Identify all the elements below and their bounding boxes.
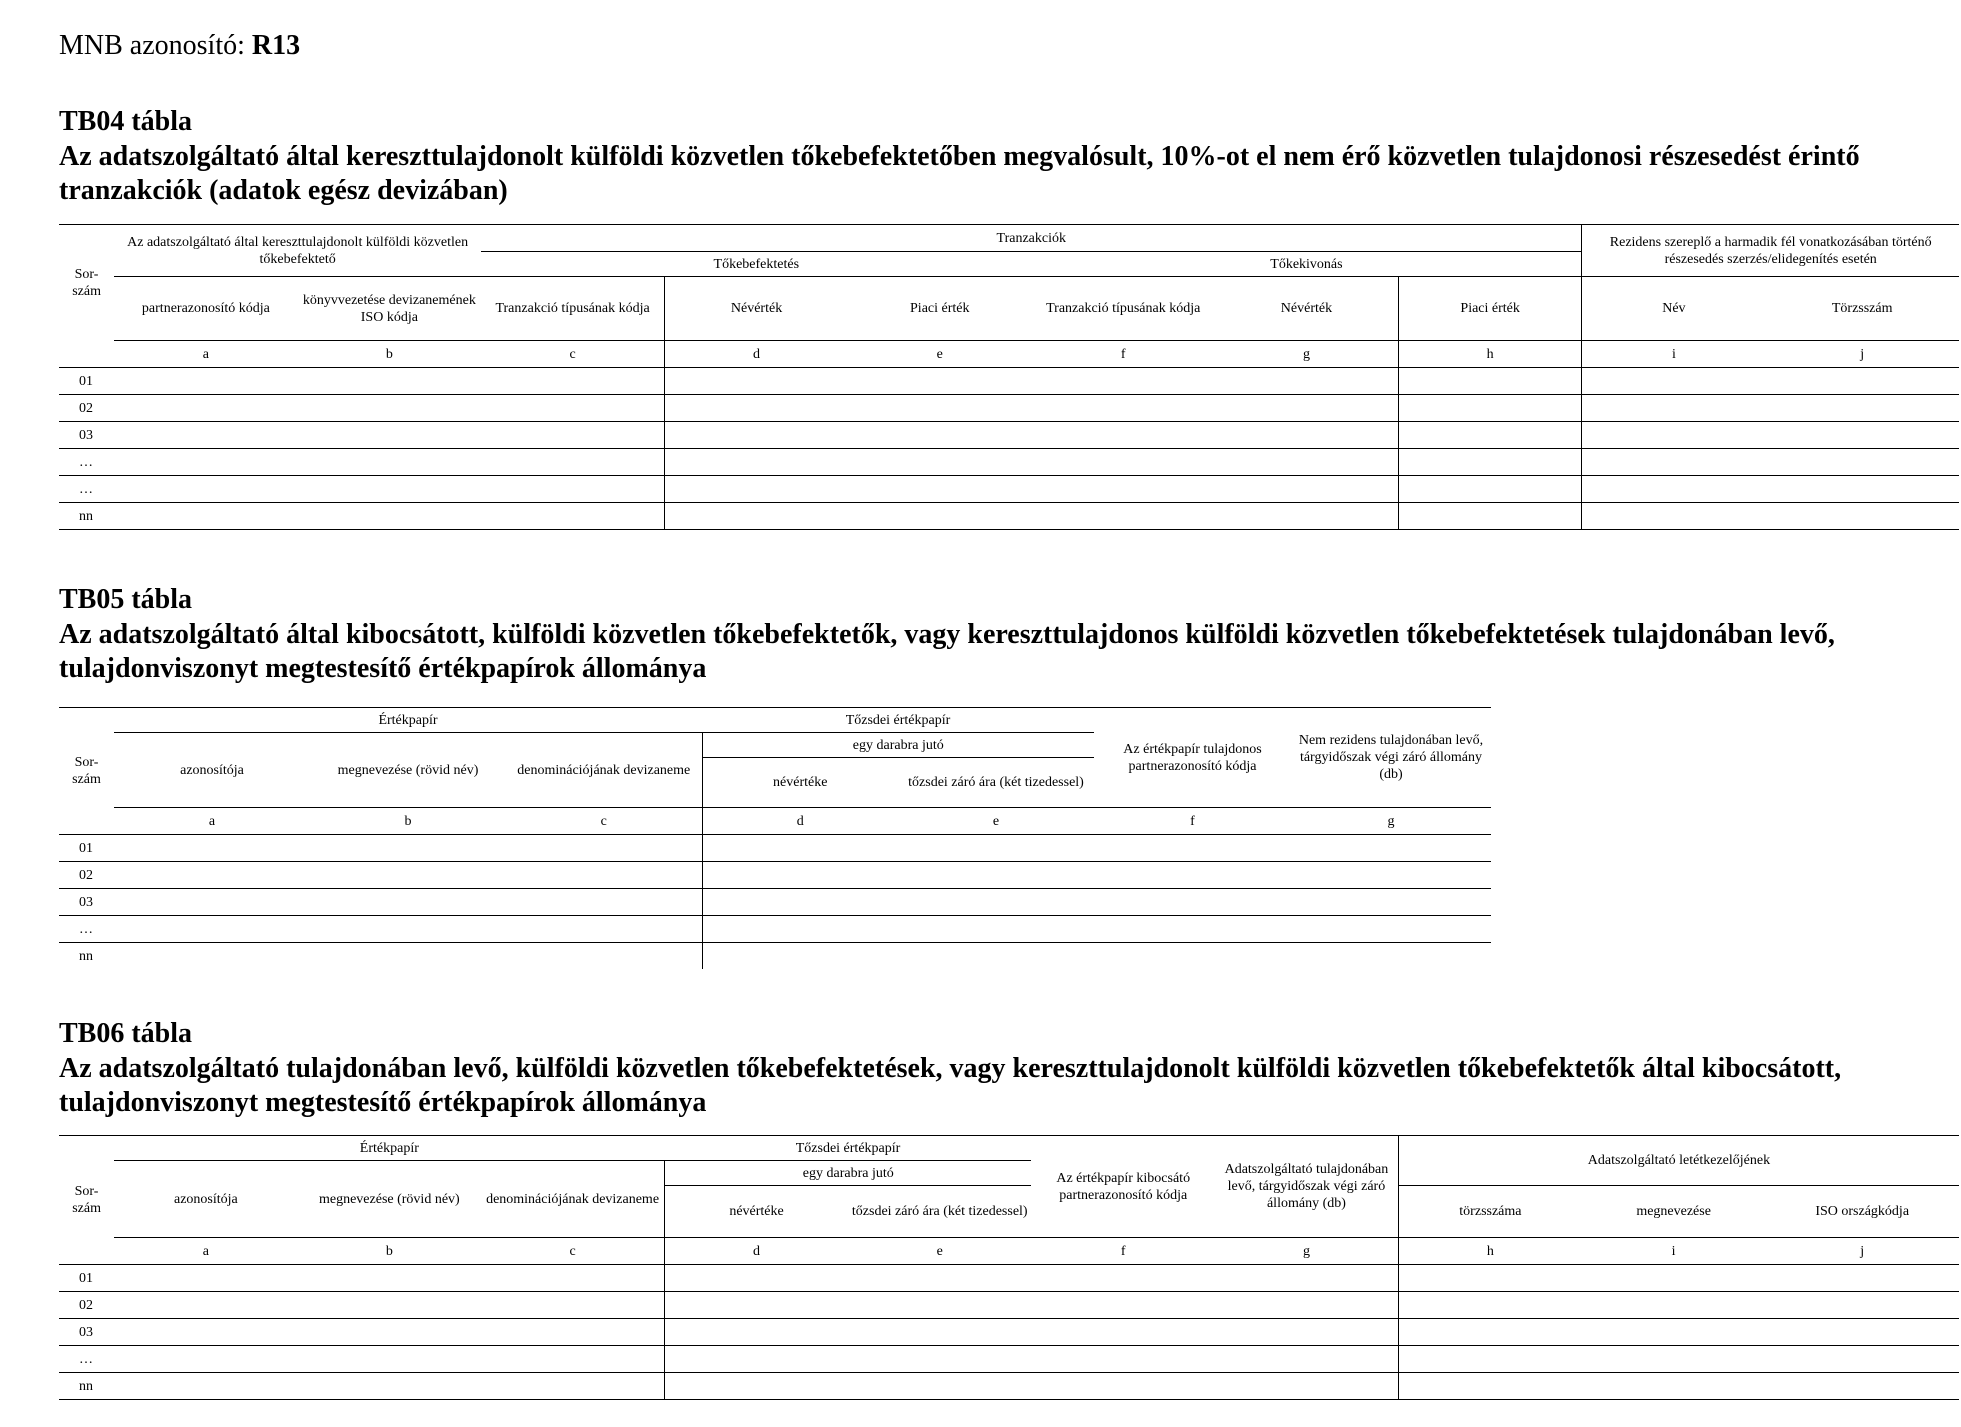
tb04-cell[interactable] [298,422,481,449]
tb05-row-number: 03 [59,889,114,916]
tb04-cell[interactable] [848,395,1031,422]
tb06-sorszam-header: Sor-szám [59,1136,114,1265]
tb04-letter: b [298,341,481,368]
tb06-group-tozsdei: Tőzsdei értékpapír [665,1136,1032,1161]
tb04-letter: c [481,341,664,368]
tb04-cell[interactable] [298,368,481,395]
tb05-cell[interactable] [506,943,702,970]
tb04-cell[interactable] [114,449,297,476]
tb04-cell[interactable] [1765,476,1959,503]
tb04-cell[interactable] [665,476,848,503]
tb05-cell[interactable] [310,889,506,916]
tb06-col-d: névértéke [665,1186,848,1238]
tb04-cell[interactable] [848,449,1031,476]
tb04-cell[interactable] [481,449,664,476]
tb04-cell[interactable] [1582,368,1765,395]
tb05-cell[interactable] [310,916,506,943]
tb05-cell[interactable] [702,889,898,916]
tb04-sub-tokebef: Tőkebefektetés [481,252,1031,277]
tb04-letter: f [1032,341,1215,368]
tb06-letter: f [1031,1238,1214,1265]
tb04-group-left: Az adatszolgáltató által kereszttulajdonolt külföldi közvetlen tőkebefektető [114,225,481,277]
tb05-cell[interactable] [310,862,506,889]
tb06-row-number: 02 [59,1292,114,1319]
tb05-cell[interactable] [310,835,506,862]
tb04-cell[interactable] [481,476,664,503]
tb06-table [59,1135,1959,1400]
tb06-cell[interactable] [481,1373,664,1400]
tb04-cell[interactable] [848,422,1031,449]
tb06-row-number: 03 [59,1319,114,1346]
tb05-letter: b [310,808,506,835]
tb04-col-c: Tranzakció típusának kódja [481,277,664,341]
tb05-col-f: Az értékpapír tulajdonos partnerazonosító kódja [1094,708,1291,808]
tb04-cell[interactable] [665,422,848,449]
tb04-letter: e [848,341,1031,368]
tb05-cell[interactable] [702,862,898,889]
tb05-cell[interactable] [506,916,702,943]
tb04-row-number: … [59,476,114,503]
tb06-cell[interactable] [848,1265,1031,1292]
tb05-row-number: nn [59,943,114,970]
tb05-cell[interactable] [1094,889,1291,916]
tb04-cell[interactable] [1582,422,1765,449]
tb05-cell[interactable] [114,862,310,889]
tb04-cell[interactable] [114,395,297,422]
tb04-cell[interactable] [665,368,848,395]
tb04-table [59,224,1959,530]
tb04-cell[interactable] [1215,395,1398,422]
tb04-description: Az adatszolgáltató által kereszttulajdonolt külföldi közvetlen tőkebefektetőben megvalósult, 10%-ot el nem érő közvetlen tulajdonosi részesedést érintő tranzakciók (adatok egész devizában) [59,141,1860,206]
tb06-cell[interactable] [665,1292,848,1319]
tb04-cell[interactable] [1765,395,1959,422]
tb04-cell[interactable] [1765,503,1959,530]
tb04-letter: j [1765,341,1959,368]
tb04-cell[interactable] [1032,422,1215,449]
tb04-row-number: 02 [59,395,114,422]
tb04-letter: g [1215,341,1398,368]
tb06-cell[interactable] [481,1292,664,1319]
tb06-cell[interactable] [114,1346,297,1373]
tb05-cell[interactable] [1094,862,1291,889]
tb04-cell[interactable] [298,449,481,476]
tb04-cell[interactable] [481,503,664,530]
tb05-cell[interactable] [1291,889,1491,916]
tb06-cell[interactable] [1765,1346,1959,1373]
tb04-cell[interactable] [298,503,481,530]
tb05-cell[interactable] [898,862,1094,889]
tb04-cell[interactable] [665,449,848,476]
tb06-group-letet: Adatszolgáltató letétkezelőjének [1398,1136,1959,1186]
tb06-col-i: megnevezése [1582,1186,1765,1238]
tb06-cell[interactable] [1398,1265,1581,1292]
tb05-col-a: azonosítója [114,733,310,808]
tb04-letter-blank [59,341,114,368]
tb05-cell[interactable] [702,916,898,943]
tb06-cell[interactable] [1031,1346,1214,1373]
tb06-cell[interactable] [1765,1292,1959,1319]
tb06-cell[interactable] [1582,1265,1765,1292]
tb04-name: TB04 tábla [59,106,193,137]
tb04-cell[interactable] [1215,422,1398,449]
tb06-cell[interactable] [1765,1373,1959,1400]
tb05-cell[interactable] [702,835,898,862]
tb05-letter: a [114,808,310,835]
tb06-sub-egy-darabra: egy darabra jutó [665,1161,1032,1186]
tb05-cell[interactable] [506,862,702,889]
tb06-cell[interactable] [298,1265,481,1292]
tb04-cell[interactable] [1765,368,1959,395]
tb05-col-c: denominációjának devizaneme [506,733,702,808]
tb04-cell[interactable] [1398,395,1581,422]
tb05-sub-egy-darabra: egy darabra jutó [702,733,1094,758]
tb06-col-c: denominációjának devizaneme [481,1161,664,1238]
tb04-cell[interactable] [298,395,481,422]
tb06-cell[interactable] [481,1265,664,1292]
tb05-cell[interactable] [310,943,506,970]
tb05-description: Az adatszolgáltató által kibocsátott, külföldi közvetlen tőkebefektetők, vagy kereszttulajdonos külföldi közvetlen tőkebefektetések tulajdonában levő, tulajdonviszonyt megtestesítő értékpapírok állománya [59,619,1835,684]
tb05-cell[interactable] [114,889,310,916]
tb04-col-j: Törzsszám [1765,277,1959,341]
tb05-letter: g [1291,808,1491,835]
tb04-col-f: Tranzakció típusának kódja [1032,277,1215,341]
tb04-cell[interactable] [114,476,297,503]
tb04-title-block [59,104,1959,208]
tb06-cell[interactable] [1215,1346,1398,1373]
tb06-cell[interactable] [298,1373,481,1400]
tb05-letter: d [702,808,898,835]
tb04-letter: i [1582,341,1765,368]
tb06-cell[interactable] [114,1373,297,1400]
tb06-description: Az adatszolgáltató tulajdonában levő, külföldi közvetlen tőkebefektetések, vagy kereszttulajdonolt külföldi közvetlen tőkebefektetők által kibocsátott, tulajdonviszonyt megtestesítő értékpapírok állománya [59,1053,1842,1118]
tb05-cell[interactable] [1094,943,1291,970]
tb04-letter: d [665,341,848,368]
tb04-cell[interactable] [114,368,297,395]
tb06-cell[interactable] [1031,1265,1214,1292]
tb04-cell[interactable] [1398,368,1581,395]
tb04-cell[interactable] [481,422,664,449]
tb04-cell[interactable] [848,503,1031,530]
tb06-title-block [59,1016,1959,1120]
tb04-cell[interactable] [1032,476,1215,503]
tb06-cell[interactable] [1582,1292,1765,1319]
tb06-letter: i [1582,1238,1765,1265]
tb05-table [59,707,1491,969]
tb06-cell[interactable] [1398,1319,1581,1346]
mnb-identifier [59,30,300,62]
tb04-cell[interactable] [1215,368,1398,395]
tb04-row-number: nn [59,503,114,530]
tb04-cell[interactable] [848,368,1031,395]
tb05-cell[interactable] [898,835,1094,862]
tb06-letter: b [298,1238,481,1265]
tb04-cell[interactable] [481,395,664,422]
tb04-col-d: Névérték [665,277,848,341]
tb04-cell[interactable] [1398,422,1581,449]
tb05-letter: c [506,808,702,835]
tb06-cell[interactable] [848,1292,1031,1319]
tb06-cell[interactable] [298,1292,481,1319]
tb05-cell[interactable] [1291,862,1491,889]
mnb-code: R13 [251,30,301,61]
tb06-row-number: nn [59,1373,114,1400]
tb06-letter: j [1765,1238,1959,1265]
tb06-cell[interactable] [1031,1373,1214,1400]
tb05-cell[interactable] [1094,916,1291,943]
tb05-col-d: névértéke [702,758,898,808]
tb06-cell[interactable] [481,1319,664,1346]
tb04-cell[interactable] [1398,503,1581,530]
tb06-letter: h [1398,1238,1581,1265]
tb06-cell[interactable] [1215,1373,1398,1400]
tb04-cell[interactable] [114,503,297,530]
tb06-letter: d [665,1238,848,1265]
tb04-cell[interactable] [1215,503,1398,530]
tb06-cell[interactable] [665,1319,848,1346]
tb06-cell[interactable] [114,1292,297,1319]
tb05-cell[interactable] [898,889,1094,916]
tb05-cell[interactable] [898,916,1094,943]
tb06-cell[interactable] [1031,1319,1214,1346]
tb06-row-number: … [59,1346,114,1373]
tb04-cell[interactable] [1032,368,1215,395]
tb05-title-block [59,582,1959,686]
tb05-cell[interactable] [114,943,310,970]
tb06-cell[interactable] [298,1319,481,1346]
tb04-col-e: Piaci érték [848,277,1031,341]
tb06-cell[interactable] [1398,1346,1581,1373]
tb05-cell[interactable] [1291,835,1491,862]
tb04-group-tranzakciok: Tranzakciók [481,225,1582,252]
tb04-col-i: Név [1582,277,1765,341]
tb06-cell[interactable] [1215,1265,1398,1292]
tb05-group-tozsdei: Tőzsdei értékpapír [702,708,1094,733]
tb04-col-g: Névérték [1215,277,1398,341]
tb05-cell[interactable] [1291,943,1491,970]
tb04-cell[interactable] [1582,476,1765,503]
tb05-name: TB05 tábla [59,584,193,615]
tb04-cell[interactable] [665,503,848,530]
tb06-cell[interactable] [481,1346,664,1373]
tb04-cell[interactable] [1398,449,1581,476]
tb05-row-number: … [59,916,114,943]
tb04-cell[interactable] [1582,449,1765,476]
tb06-col-e: tőzsdei záró ára (két tizedessel) [848,1186,1031,1238]
tb06-cell[interactable] [1765,1319,1959,1346]
tb04-row-number: 03 [59,422,114,449]
tb06-cell[interactable] [665,1373,848,1400]
tb06-cell[interactable] [1398,1373,1581,1400]
tb06-letter: g [1215,1238,1398,1265]
tb06-col-f: Az értékpapír kibocsátó partnerazonosító kódja [1031,1136,1214,1238]
tb06-cell[interactable] [1031,1292,1214,1319]
tb06-cell[interactable] [1582,1373,1765,1400]
tb04-group-right: Rezidens szereplő a harmadik fél vonatkozásában történő részesedés szerzés/elidegenítés esetén [1582,225,1959,277]
tb05-cell[interactable] [506,835,702,862]
tb05-group-ertekpapir: Értékpapír [114,708,702,733]
tb04-cell[interactable] [481,368,664,395]
tb05-cell[interactable] [506,889,702,916]
tb06-cell[interactable] [665,1346,848,1373]
tb05-cell[interactable] [114,916,310,943]
tb06-cell[interactable] [848,1373,1031,1400]
tb04-cell[interactable] [1765,422,1959,449]
mnb-label: MNB azonosító: [59,30,245,61]
tb05-letter: f [1094,808,1291,835]
tb06-cell[interactable] [848,1319,1031,1346]
tb05-cell[interactable] [1291,916,1491,943]
tb04-sub-tokekivonas: Tőkekivonás [1032,252,1582,277]
tb06-cell[interactable] [298,1346,481,1373]
tb04-cell[interactable] [1398,476,1581,503]
tb04-cell[interactable] [1765,449,1959,476]
tb06-col-h: törzsszáma [1398,1186,1581,1238]
tb04-cell[interactable] [1215,449,1398,476]
tb06-letter: a [114,1238,297,1265]
tb06-cell[interactable] [114,1319,297,1346]
tb04-cell[interactable] [1215,476,1398,503]
tb04-cell[interactable] [1032,449,1215,476]
tb06-cell[interactable] [848,1346,1031,1373]
tb04-letter: h [1398,341,1581,368]
tb04-row-number: … [59,449,114,476]
tb05-sorszam-header: Sor-szám [59,708,114,835]
tb05-cell[interactable] [702,943,898,970]
tb05-col-g: Nem rezidens tulajdonában levő, tárgyidőszak végi záró állomány (db) [1291,708,1491,808]
tb06-col-b: megnevezése (rövid név) [298,1161,481,1238]
tb06-col-j: ISO országkódja [1765,1186,1959,1238]
tb06-cell[interactable] [1765,1265,1959,1292]
tb04-cell[interactable] [1032,503,1215,530]
tb04-cell[interactable] [665,395,848,422]
tb04-cell[interactable] [1032,395,1215,422]
tb04-sorszam-header: Sor-szám [59,225,114,341]
tb04-cell[interactable] [1582,503,1765,530]
tb04-cell[interactable] [1582,395,1765,422]
tb06-cell[interactable] [1582,1319,1765,1346]
tb05-row-number: 02 [59,862,114,889]
tb04-cell[interactable] [848,476,1031,503]
tb06-col-g: Adatszolgáltató tulajdonában levő, tárgyidőszak végi záró állomány (db) [1215,1136,1398,1238]
tb06-group-ertekpapir: Értékpapír [114,1136,664,1161]
tb04-cell[interactable] [298,476,481,503]
tb06-cell[interactable] [114,1265,297,1292]
tb06-name: TB06 tábla [59,1018,193,1049]
tb06-letter: c [481,1238,664,1265]
tb05-col-e: tőzsdei záró ára (két tizedessel) [898,758,1094,808]
tb06-letter: e [848,1238,1031,1265]
tb04-row-number: 01 [59,368,114,395]
tb05-cell[interactable] [1094,835,1291,862]
tb04-col-a: partnerazonosító kódja [114,277,297,341]
tb06-cell[interactable] [1215,1292,1398,1319]
tb05-letter: e [898,808,1094,835]
tb06-cell[interactable] [1398,1292,1581,1319]
tb06-cell[interactable] [1582,1346,1765,1373]
tb06-cell[interactable] [665,1265,848,1292]
tb04-letter: a [114,341,297,368]
tb05-row-number: 01 [59,835,114,862]
tb05-col-b: megnevezése (rövid név) [310,733,506,808]
tb04-col-h: Piaci érték [1398,277,1581,341]
tb05-cell[interactable] [114,835,310,862]
tb04-cell[interactable] [114,422,297,449]
tb06-cell[interactable] [1215,1319,1398,1346]
tb06-col-a: azonosítója [114,1161,297,1238]
tb05-cell[interactable] [898,943,1094,970]
tb04-col-b: könyvvezetése devizanemének ISO kódja [298,277,481,341]
tb06-row-number: 01 [59,1265,114,1292]
